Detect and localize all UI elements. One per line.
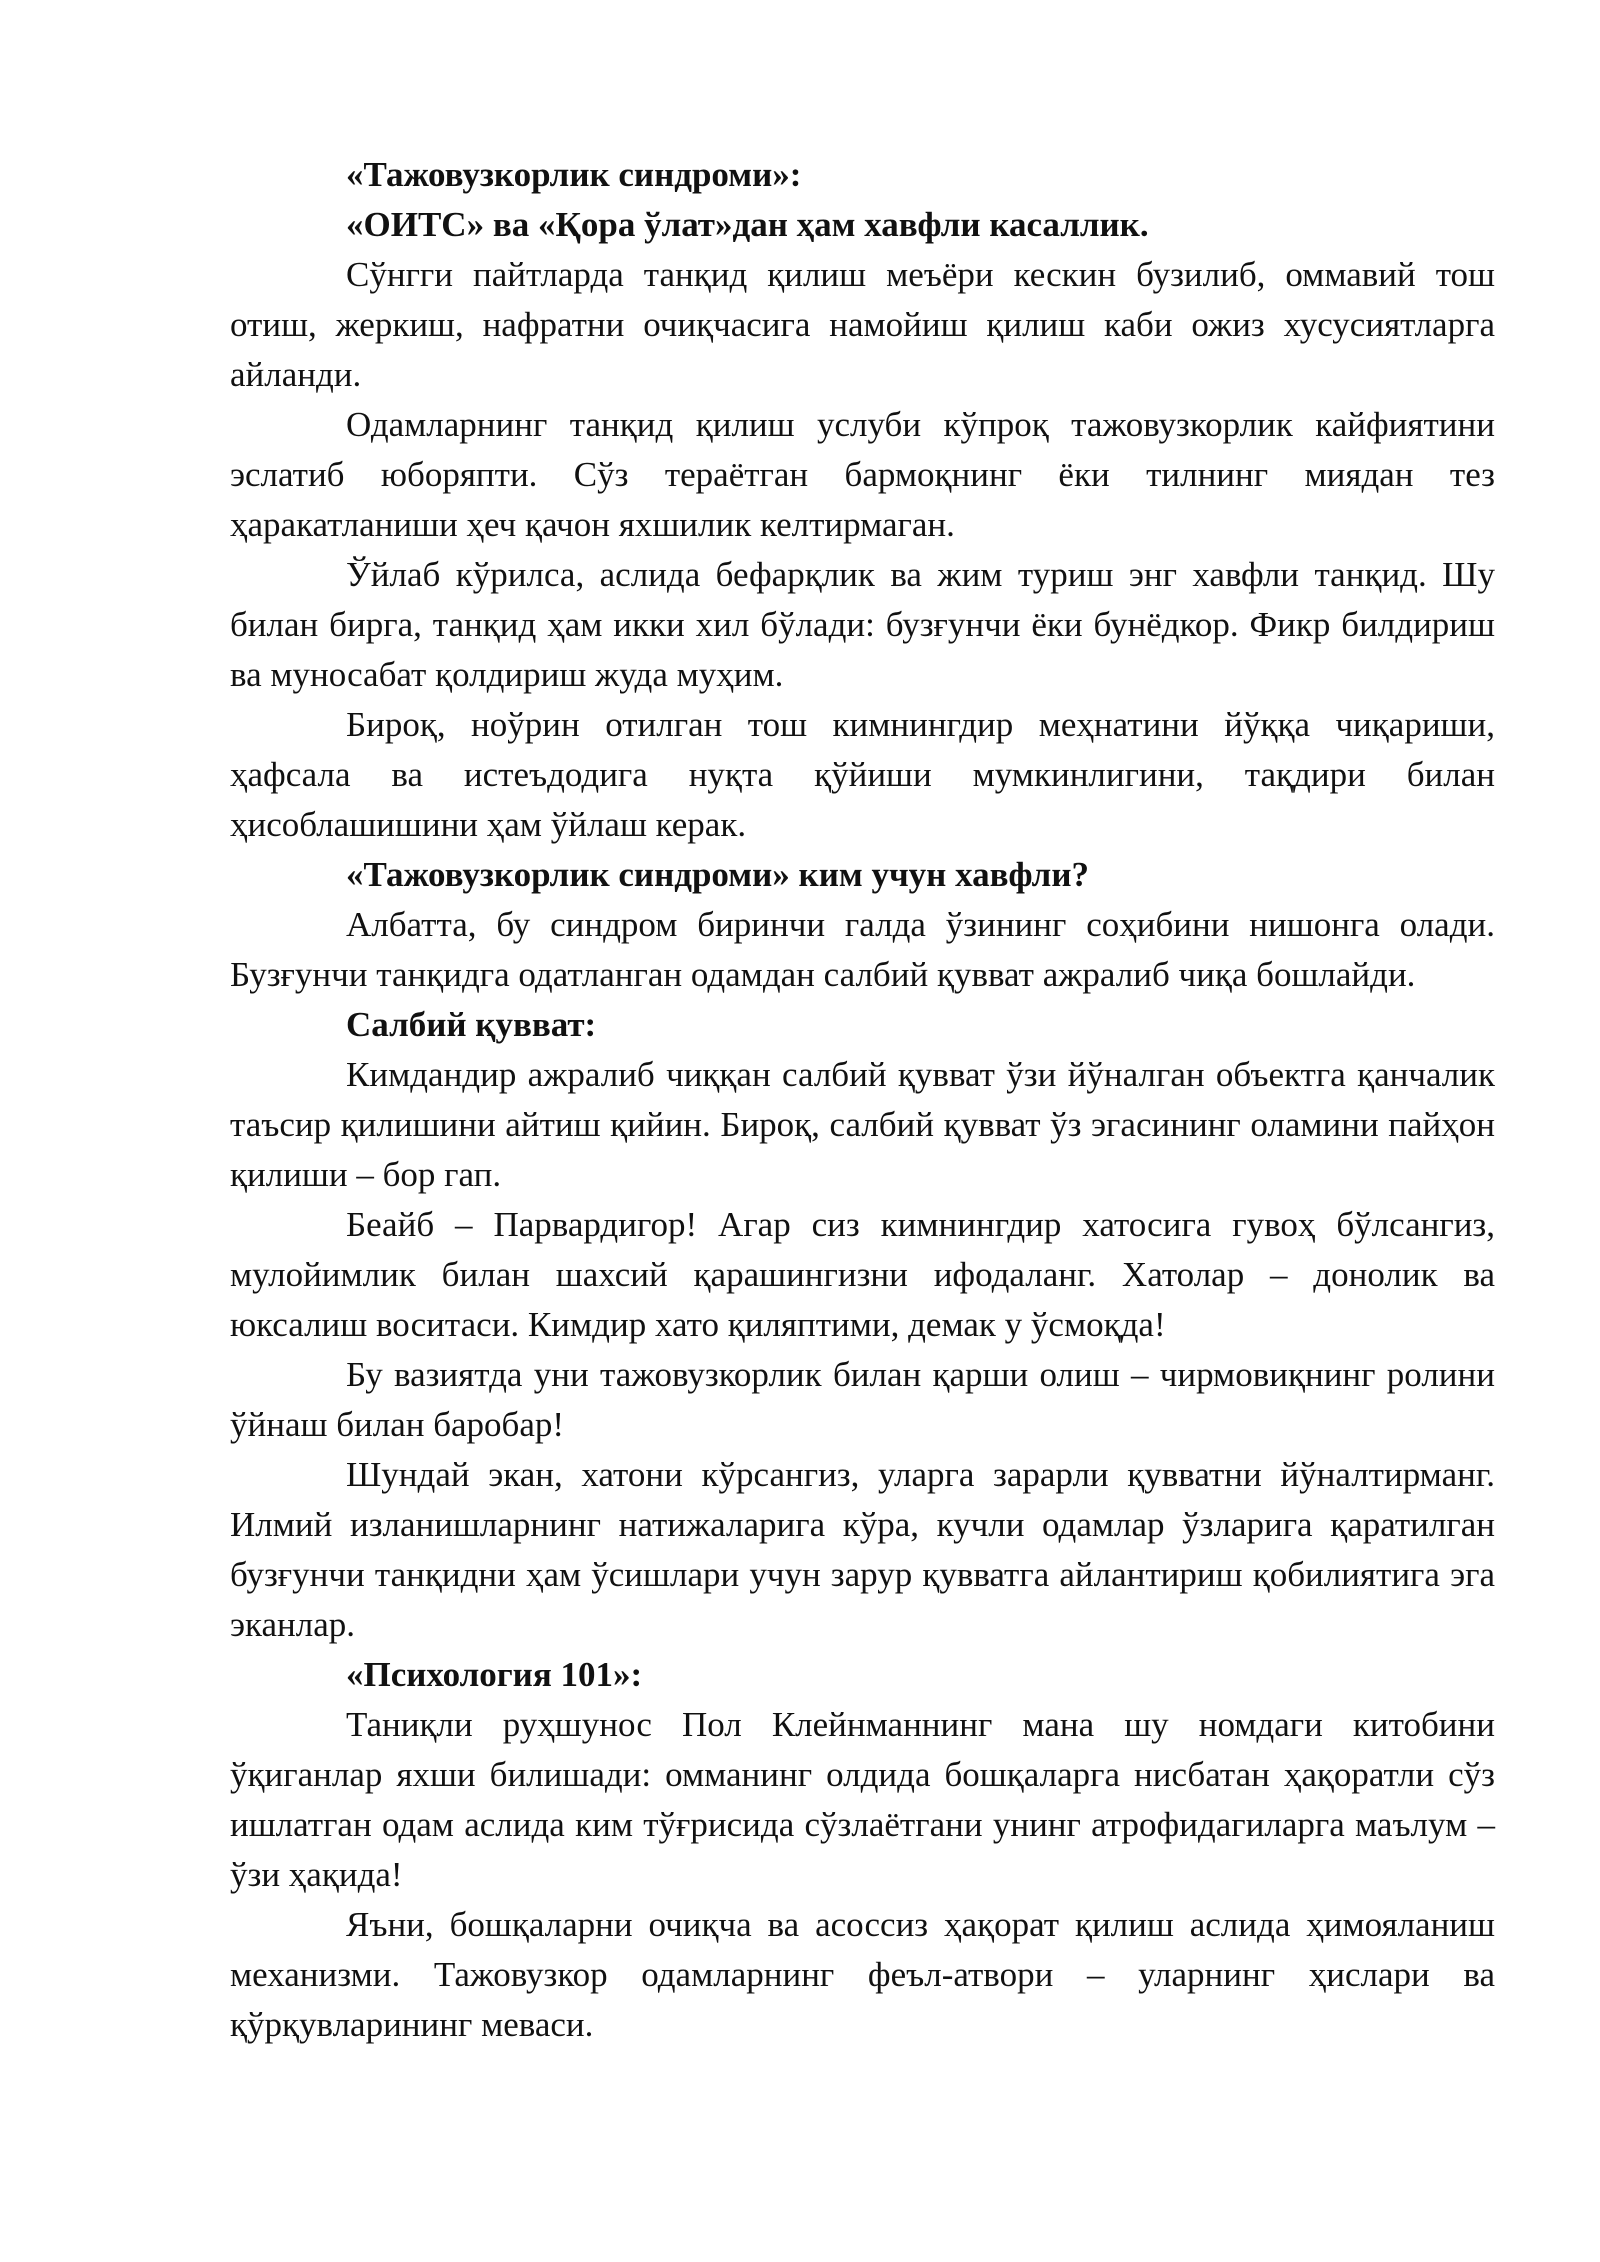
paragraph: Сўнгги пайтларда танқид қилиш меъёри кескин бузилиб, оммавий тош отиш, жеркиш, нафратни очиқчасига намойиш қилиш каби ожиз хусусиятларга айланди.	[230, 255, 1495, 394]
heading-subtitle: «ОИТС» ва «Қора ўлат»дан ҳам хавфли касаллик.	[346, 205, 1149, 244]
paragraph: Яъни, бошқаларни очиқча ва асоссиз ҳақорат қилиш аслида ҳимояланиш механизми. Тажовузкор одамларнинг феъл-атвори – уларнинг ҳислари ва қўрқувларининг меваси.	[230, 1905, 1495, 2044]
paragraph: Таниқли руҳшунос Пол Клейнманнинг мана шу номдаги китобини ўқиганлар яхши билишади: омманинг олдида бошқаларга нисбатан ҳақоратли сўз ишлатган одам аслида ким тўғрисида сўзлаётгани унинг атрофидагиларга маълум – ўзи ҳақида!	[230, 1705, 1495, 1894]
paragraph: Ўйлаб кўрилса, аслида бефарқлик ва жим туриш энг хавфли танқид. Шу билан бирга, танқид ҳам икки хил бўлади: бузғунчи ёки бунёдкор. Фикр билдириш ва муносабат қолдириш жуда муҳим.	[230, 555, 1495, 694]
heading-title: «Тажовузкорлик синдроми»:	[346, 155, 802, 194]
paragraph: Кимдандир ажралиб чиққан салбий қувват ўзи йўналган объектга қанчалик таъсир қилишини айтиш қийин. Бироқ, салбий қувват ўз эгасининг оламини пайҳон қилиши – бор гап.	[230, 1055, 1495, 1194]
heading-section: Салбий қувват:	[346, 1005, 597, 1044]
paragraph: Бу вазиятда уни тажовузкорлик билан қарши олиш – чирмовиқнинг ролини ўйнаш билан баробар!	[230, 1355, 1495, 1444]
document-page	[230, 150, 1495, 2050]
paragraph: Одамларнинг танқид қилиш услуби кўпроқ тажовузкорлик кайфиятини эслатиб юборяпти. Сўз тераётган бармоқнинг ёки тилнинг миядан тез ҳаракатланиши ҳеч қачон яхшилик келтирмаган.	[230, 405, 1495, 544]
paragraph: Беайб – Парвардигор! Агар сиз кимнингдир хатосига гувоҳ бўлсангиз, мулойимлик билан шахсий қарашингизни ифодаланг. Хатолар – донолик ва юксалиш воситаси. Кимдир хато қиляптими, демак у ўсмоқда!	[230, 1205, 1495, 1344]
paragraph: Албатта, бу синдром биринчи галда ўзининг соҳибини нишонга олади. Бузғунчи танқидга одатланган одамдан салбий қувват ажралиб чиқа бошлайди.	[230, 905, 1495, 994]
heading-section: «Тажовузкорлик синдроми» ким учун хавфли?	[346, 855, 1089, 894]
paragraph: Бироқ, ноўрин отилган тош кимнингдир меҳнатини йўққа чиқариши, ҳафсала ва истеъдодига нуқта қўйиши мумкинлигини, тақдири билан ҳисоблашишини ҳам ўйлаш керак.	[230, 705, 1495, 844]
paragraph: Шундай экан, хатони кўрсангиз, уларга зарарли қувватни йўналтирманг. Илмий изланишларнинг натижаларига кўра, кучли одамлар ўзларига қаратилган бузғунчи танқидни ҳам ўсишлари учун зарур қувватга айлантириш қобилиятига эга эканлар.	[230, 1455, 1495, 1644]
heading-section: «Психология 101»:	[346, 1655, 643, 1694]
